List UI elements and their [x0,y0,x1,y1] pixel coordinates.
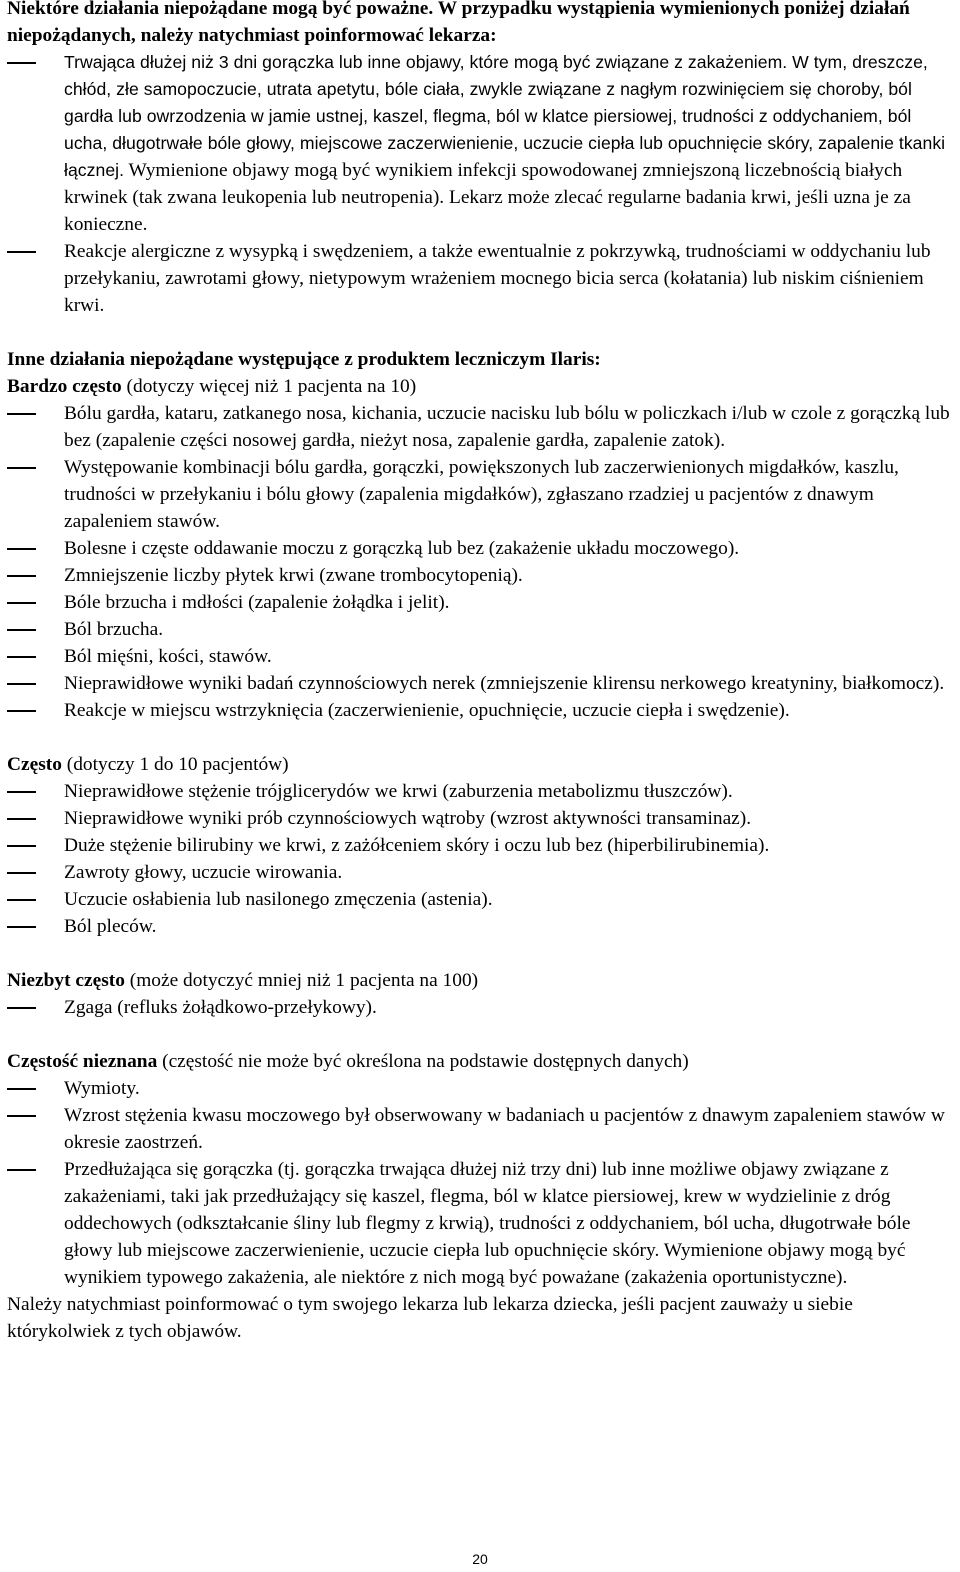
list-item [7,886,953,913]
list-item-text: Nieprawidłowe wyniki badań czynnościowych nerek (zmniejszenie klirensu nerkowego kreatyniny, białkomocz). [64,673,945,694]
effects-list [7,994,953,1021]
list-item-text: Zmniejszenie liczby płytek krwi (zwane trombocytopenią). [64,565,523,586]
serious-effects-heading: Niektóre działania niepożądane mogą być poważne. W przypadku wystąpienia wymienionych poniżej działań niepożądanych, należy natychmiast poinformować lekarza: [7,0,910,46]
list-item-text: Reakcje w miejscu wstrzyknięcia (zaczerwienienie, opuchnięcie, uczucie ciepła i swędzenie). [64,700,790,721]
frequency-description: (może dotyczyć mniej niż 1 pacjenta na 100) [124,970,479,991]
dash-bullet [7,683,36,685]
frequency-name: Bardzo często [7,376,122,397]
list-item-text: Wzrost stężenia kwasu moczowego był obserwowany w badaniach u pacjentów z dnawym zapaleniem stawów w okresie zaostrzeń. [64,1105,945,1153]
list-item [7,238,953,319]
dash-bullet [7,1169,36,1171]
closing-instruction: Należy natychmiast poinformować o tym swojego lekarza lub lekarza dziecka, jeśli pacjent zauważy u siebie którykolwiek z tych objawów. [7,1294,853,1342]
frequency-description: (częstość nie może być określona na podstawie dostępnych danych) [157,1051,689,1072]
dash-bullet [7,62,36,64]
dash-bullet [7,845,36,847]
list-item [7,616,953,643]
list-item [7,454,953,535]
dash-bullet [7,467,36,469]
list-item [7,643,953,670]
list-item [7,832,953,859]
effects-list [7,1075,953,1291]
list-item-text: Uczucie osłabienia lub nasilonego zmęczenia (astenia). [64,889,493,910]
frequency-label [7,967,953,994]
frequency-group-uncommon [7,967,953,1021]
list-item-text: Bolesne i częste oddawanie moczu z gorączką lub bez (zakażenie układu moczowego). [64,538,740,559]
dash-bullet [7,1088,36,1090]
list-item [7,589,953,616]
frequency-name: Często [7,754,62,775]
frequency-group-very-common [7,373,953,724]
list-item [7,994,953,1021]
frequency-group-unknown [7,1048,953,1345]
list-item-text: Bólu gardła, kataru, zatkanego nosa, kichania, uczucie nacisku lub bólu w policzkach i/lub w czole z gorączką lub bez (zapalenie części nosowej gardła, nieżyt nosa, zapalenie gardła, zapalenie zatok). [64,403,950,451]
frequency-description: (dotyczy 1 do 10 pacjentów) [61,754,289,775]
list-item-text: Ból mięśni, kości, stawów. [64,646,272,667]
list-item-text: Duże stężenie bilirubiny we krwi, z zażółceniem skóry i oczu lub bez (hiperbilirubinemia). [64,835,770,856]
list-item [7,1156,953,1291]
frequency-label [7,373,953,400]
list-item [7,535,953,562]
frequency-label [7,751,953,778]
effects-list [7,400,953,724]
list-item [7,778,953,805]
list-item [7,697,953,724]
list-item [7,562,953,589]
other-effects-section [7,346,953,1345]
dash-bullet [7,1007,36,1009]
list-item [7,1102,953,1156]
list-item [7,670,953,697]
serious-effects-section [7,0,953,319]
list-item-text: Przedłużająca się gorączka (tj. gorączka trwająca dłużej niż trzy dni) lub inne możliwe objawy związane z zakażeniami, taki jak przedłużający się kaszel, flegma, ból w klatce piersiowej, krew w wydzielinie z dróg oddechowych (odkształcanie śliny lub flegmy z krwią), trudności z oddychaniem, ból ucha, długotrwałe bóle głowy lub miejscowe zaczerwienienie, uczucie ciepła lub opuchnięcie skóry. Wymienione objawy mogą być wynikiem typowego zakażenia, ale niektóre z nich mogą być poważane (zakażenia oportunistyczne). [64,1159,911,1288]
list-item-text: Zawroty głowy, uczucie wirowania. [64,862,343,883]
dash-bullet [7,548,36,550]
list-item [7,859,953,886]
list-item-text: Nieprawidłowe stężenie trójglicerydów we krwi (zaburzenia metabolizmu tłuszczów). [64,781,733,802]
dash-bullet [7,413,36,415]
dash-bullet [7,602,36,604]
list-item-text: Bóle brzucha i mdłości (zapalenie żołądka i jelit). [64,592,450,613]
frequency-name: Częstość nieznana [7,1051,158,1072]
dash-bullet [7,575,36,577]
list-item [7,805,953,832]
list-item-text: Wymienione objawy mogą być wynikiem infekcji spowodowanej zmniejszoną liczebnością białych krwinek (tak zwana leukopenia lub neutropenia). Lekarz może zlecać regularne badania krwi, jeśli uzna je za konieczne. [64,160,911,235]
list-item-text: Nieprawidłowe wyniki prób czynnościowych wątroby (wzrost aktywności transaminaz). [64,808,752,829]
frequency-name: Niezbyt często [7,970,125,991]
dash-bullet [7,1115,36,1117]
dash-bullet [7,872,36,874]
dash-bullet [7,791,36,793]
effects-list [7,778,953,940]
dash-bullet [7,656,36,658]
list-item [7,1075,953,1102]
dash-bullet [7,251,36,253]
document-page [7,0,953,1345]
page-number: 20 [472,1551,488,1567]
dash-bullet [7,926,36,928]
other-effects-heading: Inne działania niepożądane występujące z produktem leczniczym Ilaris: [7,349,601,370]
dash-bullet [7,899,36,901]
frequency-group-common [7,751,953,940]
list-item-text: Zgaga (refluks żołądkowo-przełykowy). [64,997,377,1018]
frequency-description: (dotyczy więcej niż 1 pacjenta na 10) [121,376,417,397]
list-item-text: Wymioty. [64,1078,140,1099]
list-item-text: Reakcje alergiczne z wysypką i swędzeniem, a także ewentualnie z pokrzywką, trudnościami w oddychaniu lub przełykaniu, zawrotami głowy, nietypowym wrażeniem mocnego bicia serca (kołatania) lub niskim ciśnieniem krwi. [64,241,931,316]
list-item-text: Występowanie kombinacji bólu gardła, gorączki, powiększonych lub zaczerwienionych migdałków, kaszlu, trudności w przełykaniu i bólu głowy (zapalenia migdałków), zgłaszano rzadziej u pacjentów z dnawym zapaleniem stawów. [64,457,899,532]
dash-bullet [7,629,36,631]
dash-bullet [7,818,36,820]
frequency-label [7,1048,953,1075]
list-item-text: Ból pleców. [64,916,157,937]
list-item [7,49,953,238]
list-item-text-sans: Trwająca dłużej niż 3 dni gorączka lub inne objawy, które mogą być związane z zakażeniem. W tym, dreszcze, chłód, złe samopoczucie, utrata apetytu, bóle ciała, zwykle związane z nagłym rozwinięciem się choroby, ból gardła lub owrzodzenia w jamie ustnej, kaszel, flegma, ból w klatce piersiowej, trudności z oddychaniem, ból ucha, długotrwałe bóle głowy, miejscowe zaczerwienienie, uczucie ciepła lub opuchnięcie skóry, zapalenie tkanki łącznej. [64,52,946,180]
list-item-text: Ból brzucha. [64,619,164,640]
list-item [7,400,953,454]
serious-effects-list [7,49,953,319]
list-item [7,913,953,940]
dash-bullet [7,710,36,712]
